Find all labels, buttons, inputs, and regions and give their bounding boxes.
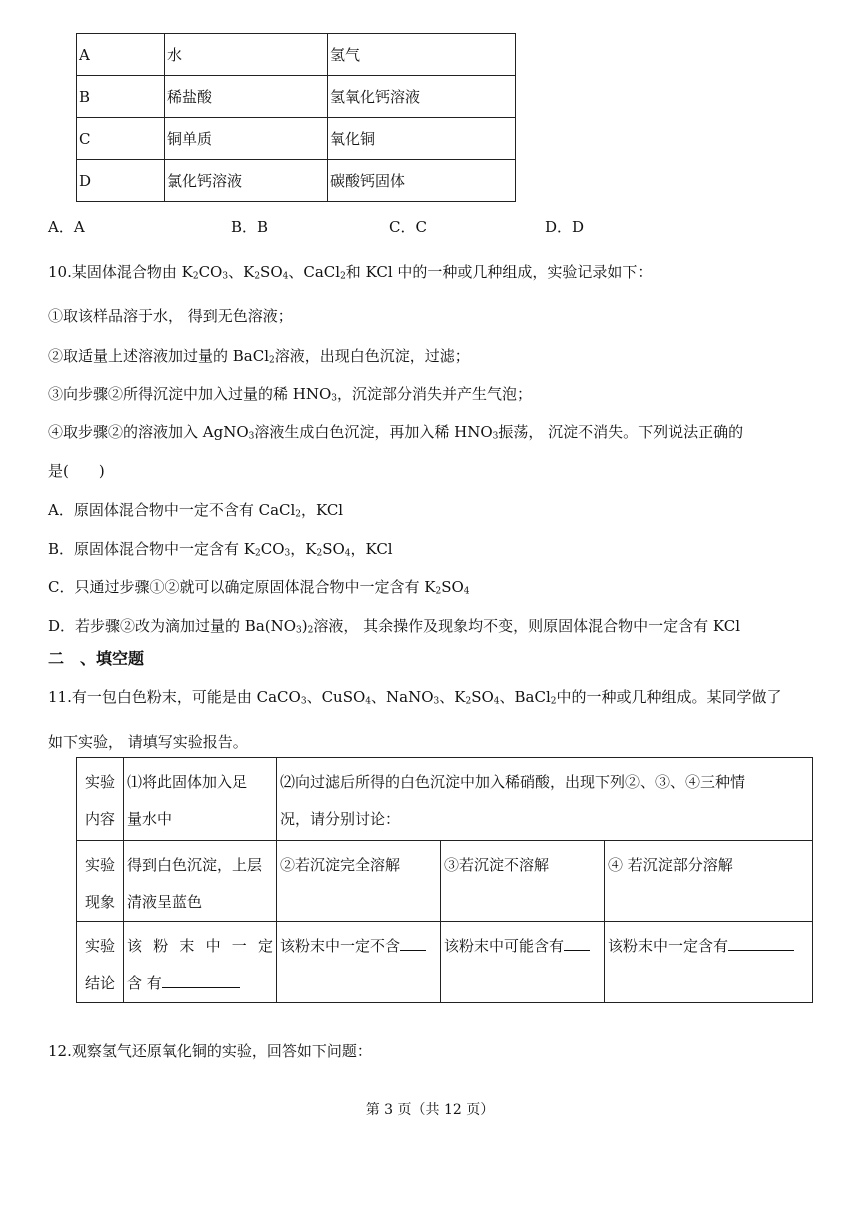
section-heading: 二 、填空题: [48, 649, 145, 668]
table-row: [77, 76, 516, 118]
observation-cell: [124, 841, 277, 922]
table-row: [77, 841, 813, 922]
answer-blank[interactable]: [564, 935, 590, 951]
answer-options-table: [76, 33, 516, 202]
cell-line: 得到白色沉淀，上层: [127, 856, 263, 874]
q10-option-d: D．若步骤②改为滴加过量的 $Ba(NO_3)_2$溶液， 其余操作及现象均不变，则原固体混合物中一定含有 KCl: [48, 617, 740, 636]
q10-option-b: B．原固体混合物中一定含有 $K_2CO_3$，$K_2SO_4$，KCl: [48, 540, 393, 559]
choice-c: C．C: [389, 218, 427, 236]
conclusion-cell: [124, 922, 277, 1003]
q10-option-a: A．原固体混合物中一定不含有 CaCl$_2$，KCl: [48, 501, 344, 520]
table-row: [77, 118, 516, 160]
label-line: 实验: [84, 856, 115, 874]
cell-line: ⑵向过滤后所得的白色沉淀中加入稀硝酸，出现下列②、③、④三种情: [280, 773, 746, 791]
cell-line: 量水中: [127, 810, 173, 828]
table-cell: 氧化铜: [328, 118, 516, 160]
table-cell: 铜单质: [165, 118, 328, 160]
table-row: [77, 758, 813, 841]
table-cell: 氯化钙溶液: [165, 160, 328, 202]
q10-stem: 10.某固体混合物由 $K_2CO_3$、$K_2SO_4$、CaCl$_2$和 KCl 中的一种或几种组成，实验记录如下：: [48, 263, 653, 282]
content-cell: [124, 758, 277, 841]
label-line: 实验: [84, 937, 115, 955]
table-cell: 碳酸钙固体: [328, 160, 516, 202]
answer-blank[interactable]: [728, 935, 794, 951]
q10-step3: ③向步骤②所得沉淀中加入过量的稀 $HNO_3$，沉淀部分消失并产生气泡；: [48, 385, 533, 404]
q12-stem: 12.观察氢气还原氧化铜的实验，回答如下问题：: [48, 1042, 372, 1060]
answer-blank[interactable]: [162, 972, 240, 988]
answer-blank[interactable]: [400, 935, 426, 951]
page-footer: 第 3 页（共 12 页）: [365, 1102, 495, 1118]
conclusion-cell: 该粉末中一定不含: [277, 922, 441, 1003]
table-cell: B: [77, 76, 165, 118]
cell-line: ⑴将此固体加入足: [127, 773, 248, 791]
choice-d: D．D: [545, 218, 585, 236]
q10-option-c: C．只通过步骤①②就可以确定原固体混合物中一定含有 $K_2SO_4$: [48, 578, 470, 597]
label-line: 内容: [84, 810, 115, 828]
cell-line: 含 有: [127, 965, 273, 1002]
cell-line: 况，请分别讨论：: [280, 810, 401, 828]
experiment-report-table: [76, 757, 813, 1003]
table-cell: 氢气: [328, 34, 516, 76]
row-label: [77, 758, 124, 841]
table-cell: D: [77, 160, 165, 202]
observation-cell: ③若沉淀不溶解: [441, 841, 605, 922]
q10-step4: ④取步骤②的溶液加入 AgNO$_3$溶液生成白色沉淀，再加入稀 $HNO_3$振荡， 沉淀不消失。下列说法正确的: [48, 423, 744, 442]
table-cell: 稀盐酸: [165, 76, 328, 118]
conclusion-cell: 该粉末中一定含有: [605, 922, 813, 1003]
label-line: 结论: [84, 974, 115, 992]
label-line: 实验: [84, 773, 115, 791]
row-label: [77, 922, 124, 1003]
observation-cell: ④ 若沉淀部分溶解: [605, 841, 813, 922]
row-label: [77, 841, 124, 922]
q10-step2: ②取适量上述溶液加过量的 BaCl$_2$溶液，出现白色沉淀，过滤；: [48, 347, 470, 366]
table-row: [77, 160, 516, 202]
table-cell: C: [77, 118, 165, 160]
observation-cell: ②若沉淀完全溶解: [277, 841, 441, 922]
choice-a: A．A: [48, 218, 85, 236]
cell-line: 该 粉 末 中 一 定: [127, 937, 273, 955]
q10-step4-cont: 是( ): [48, 462, 105, 480]
q11-stem: 11.有一包白色粉末，可能是由 CaCO$_3$、CuSO$_4$、NaNO$_3$、$K_2SO_4$、BaCl$_2$中的一种或几种组成。某同学做了: [48, 688, 782, 707]
table-cell: 水: [165, 34, 328, 76]
choice-b: B．B: [231, 218, 269, 236]
content-cell: [277, 758, 813, 841]
table-cell: A: [77, 34, 165, 76]
q11-stem-cont: 如下实验， 请填写实验报告。: [48, 733, 248, 751]
cell-line: 清液呈蓝色: [127, 893, 203, 911]
label-line: 现象: [84, 893, 115, 911]
table-row: [77, 34, 516, 76]
table-row: [77, 922, 813, 1003]
conclusion-cell: 该粉末中可能含有: [441, 922, 605, 1003]
table-cell: 氢氧化钙溶液: [328, 76, 516, 118]
q10-step1: ①取该样品溶于水， 得到无色溶液；: [48, 307, 293, 325]
